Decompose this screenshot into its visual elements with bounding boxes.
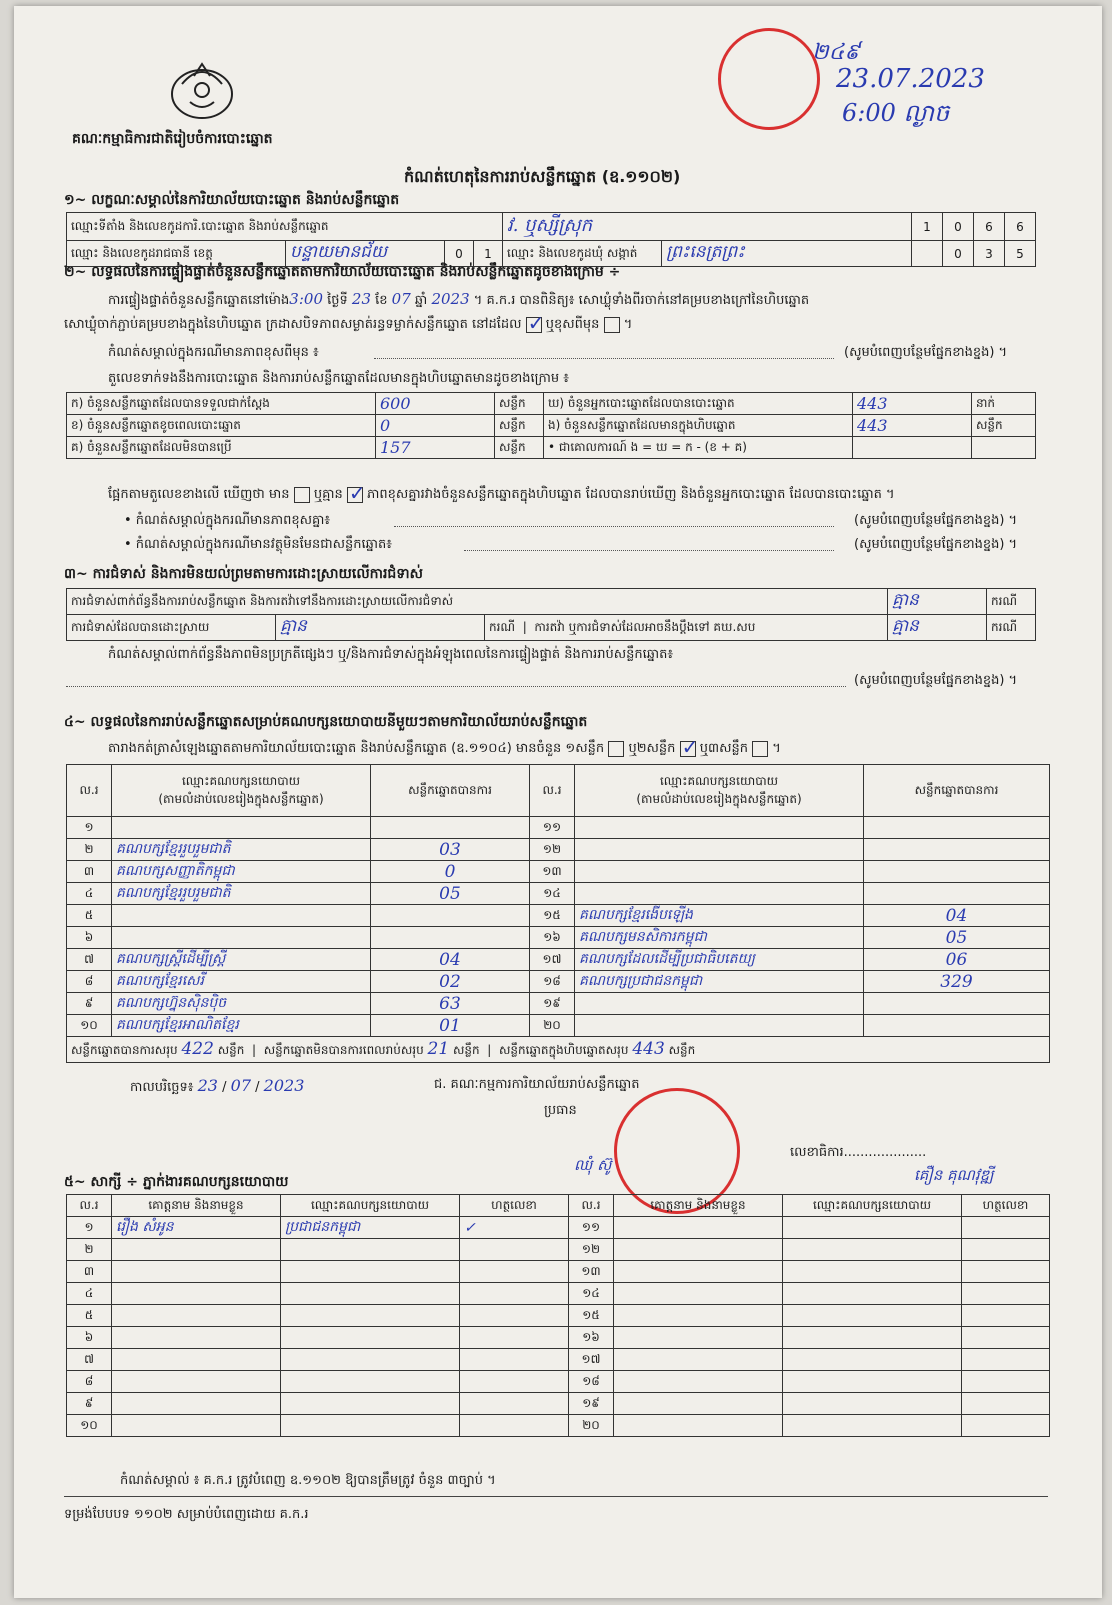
- party-votes: [864, 1015, 1050, 1037]
- row-number: ៤: [67, 883, 112, 905]
- bullet-foreign: • កំណត់សម្គាល់ក្នុងករណីមានវត្ថុមិនមែនជាសន្លឹកឆ្នោត៖: [124, 537, 392, 552]
- code-digit: 0: [943, 213, 974, 241]
- party-votes: 04: [864, 905, 1050, 927]
- witness-name: [112, 1349, 281, 1371]
- section5-heading: ៥~ សាក្សី ÷ ភ្នាក់ងារគណបក្សនយោបាយ: [64, 1174, 289, 1190]
- witness-signature: [962, 1217, 1050, 1239]
- witness-name: [614, 1371, 783, 1393]
- witness-signature: [460, 1283, 569, 1305]
- row-number: ២០: [569, 1415, 614, 1437]
- figure-label: ក) ចំនួនសន្លឹកឆ្នោតដែលបានទទួលជាក់ស្តែង: [67, 393, 376, 415]
- objections-table: [66, 588, 1036, 641]
- party-votes: 06: [864, 949, 1050, 971]
- row-number: ១២: [530, 839, 575, 861]
- table-row: [67, 1283, 1050, 1305]
- objection-value: គ្មាន: [888, 589, 987, 615]
- handwritten-number: ២៤៩: [812, 40, 860, 65]
- has-diff-checkbox[interactable]: [294, 487, 310, 503]
- unit-label: ករណី: [987, 589, 1036, 615]
- party-name: គណបក្សខ្មែរងើបឡើង: [575, 905, 864, 927]
- table-row: [67, 1327, 1050, 1349]
- resolved-label: ការជំទាស់ដែលបានដោះស្រាយ: [67, 615, 276, 641]
- witness-signature: [962, 1349, 1050, 1371]
- nec-emblem-icon: [162, 54, 242, 126]
- row-number: ៣: [67, 1261, 112, 1283]
- code-digit: 1: [474, 241, 503, 267]
- figure-unit: [972, 437, 1036, 459]
- row-number: ១៣: [569, 1261, 614, 1283]
- commune-label: ឈ្មោះ និងលេខកូដឃុំ សង្កាត់: [503, 241, 662, 267]
- party-name: [575, 839, 864, 861]
- figure-row: [67, 437, 1036, 459]
- different-checkbox[interactable]: [604, 317, 620, 333]
- figure-unit: សន្លឹក: [972, 415, 1036, 437]
- col-signature: ហត្ថលេខា: [962, 1195, 1050, 1217]
- row-number: ៣: [67, 861, 112, 883]
- table-row: [67, 1261, 1050, 1283]
- row-number: ៧: [67, 949, 112, 971]
- col-name: គោត្តនាម និងនាមខ្លួន: [112, 1195, 281, 1217]
- section2-heading: ២~ លទ្ធផលនៃការផ្ទៀងផ្ទាត់ចំនួនសន្លឹកឆ្នោតតាមការិយាល័យបោះឆ្នោត និងរាប់សន្លឹកឆ្នោតដូចខាងក្រោម ÷: [64, 264, 621, 280]
- witness-signature: [460, 1305, 569, 1327]
- party-votes: [864, 861, 1050, 883]
- comparison-line: ផ្អែកតាមតួលេខខាងលើ ឃើញថា មាន ឬគ្មាន ✓ ភាពខុសគ្នារវាងចំនួនសន្លឹកឆ្នោតក្នុងហិបឆ្នោត ដែលបានរាប់ឃើញ និងចំនួនអ្នកបោះឆ្នោត ដែលបានបោះឆ្នោត ។: [108, 480, 895, 505]
- location-label: ឈ្មោះទីតាំង និងលេខកូដការិ.បោះឆ្នោត និងរាប់សន្លឹកឆ្នោត: [67, 213, 503, 241]
- col-votes: សន្លឹកឆ្នោតបានការ: [864, 765, 1050, 817]
- row-number: ១: [67, 817, 112, 839]
- row-number: ៤: [67, 1283, 112, 1305]
- party-name: គណបក្សខ្មែរអាណិតខ្មែរ: [112, 1015, 371, 1037]
- party-name: គណបក្សសញ្ញាតិកម្ពុជា: [112, 861, 371, 883]
- witness-party: [281, 1371, 460, 1393]
- witness-signature: [460, 1371, 569, 1393]
- witness-signature: [962, 1261, 1050, 1283]
- figures-table: [66, 392, 1036, 459]
- party-votes: 05: [371, 883, 530, 905]
- figure-label: គ) ចំនួនសន្លឹកឆ្នោតដែលមិនបានប្រើ: [67, 437, 376, 459]
- figure-unit: សន្លឹក: [495, 437, 544, 459]
- row-number: ១១: [569, 1217, 614, 1239]
- dotted-line: [66, 686, 846, 687]
- witness-name: [112, 1327, 281, 1349]
- secretary-label: លេខាធិការ....................: [790, 1145, 927, 1160]
- table-row: [67, 883, 1050, 905]
- figure-value: 0: [376, 415, 495, 437]
- code-digit: 6: [974, 213, 1005, 241]
- party-name: [575, 861, 864, 883]
- row-number: ៩: [67, 1393, 112, 1415]
- table-row: [67, 1393, 1050, 1415]
- party-name: [575, 993, 864, 1015]
- row-number: ១៧: [530, 949, 575, 971]
- witness-name: [112, 1283, 281, 1305]
- witness-name: [614, 1239, 783, 1261]
- table-row: [67, 1415, 1050, 1437]
- witness-party: [281, 1261, 460, 1283]
- party-results-table: [66, 764, 1050, 1063]
- appeal-value: គ្មាន: [888, 615, 987, 641]
- figure-unit: នាក់: [972, 393, 1036, 415]
- row-number: ១៦: [530, 927, 575, 949]
- party-name: [575, 817, 864, 839]
- row-number: ១៥: [530, 905, 575, 927]
- bullet-difference: • កំណត់សម្គាល់ក្នុងករណីមានភាពខុសគ្នា៖: [124, 513, 331, 528]
- party-name: គណបក្សប្រជាជនកម្ពុជា: [575, 971, 864, 993]
- difference-note-label: កំណត់សម្គាល់ក្នុងករណីមានភាពខុសពីមុន ៖: [108, 345, 319, 360]
- code-digit: 6: [1005, 213, 1036, 241]
- secretary-signature: គឿន គុណវុឌ្ឍី: [914, 1166, 994, 1184]
- unit-label: ករណី: [987, 615, 1036, 641]
- table-row: [67, 1015, 1050, 1037]
- fill-hint: (សូមបំពេញបន្ថែមផ្នែកខាងខ្នង) ។: [854, 513, 1018, 528]
- witness-party: [783, 1415, 962, 1437]
- tally-sheet-line: តារាងកត់ត្រាសំឡេងឆ្នោតតាមការិយាល័យបោះឆ្នោត និងរាប់សន្លឹកឆ្នោត (ឧ.១១០៤) មានចំនួន ១សន្លឹក ឬ២សន្លឹក ✓ ឬ៣សន្លឹក ។: [108, 734, 781, 759]
- party-name: គណបក្សហ្វ៊ុនស៊ិនប៉ិច: [112, 993, 371, 1015]
- witness-name: [614, 1415, 783, 1437]
- party-votes: [371, 817, 530, 839]
- party-votes: 03: [371, 839, 530, 861]
- party-name: គណបក្សមនសិការកម្ពុជា: [575, 927, 864, 949]
- witness-party: [783, 1239, 962, 1261]
- table-row: [67, 1371, 1050, 1393]
- party-votes: [371, 927, 530, 949]
- col-party: ឈ្មោះគណបក្សនយោបាយ (តាមលំដាប់លេខរៀងក្នុងសន្លឹកឆ្នោត): [575, 765, 864, 817]
- committee-name: គណៈកម្មាធិការជាតិរៀបចំការបោះឆ្នោត: [72, 131, 273, 147]
- witness-name: [112, 1261, 281, 1283]
- party-votes: [864, 993, 1050, 1015]
- table-row: [67, 993, 1050, 1015]
- row-number: ១៧: [569, 1349, 614, 1371]
- table-row: [67, 1239, 1050, 1261]
- party-votes: 329: [864, 971, 1050, 993]
- col-party: ឈ្មោះគណបក្សនយោបាយ: [783, 1195, 962, 1217]
- figure-value: 443: [853, 393, 972, 415]
- totals-row: សន្លឹកឆ្នោតបានការសរុប 422 សន្លឹក | សន្លឹកឆ្នោតមិនបានការពេលរាប់សរុប 21 សន្លឹក | សន្លឹកឆ្នោតក្នុងហិបឆ្នោតសរុប 443 សន្លឹក: [67, 1037, 1050, 1063]
- row-number: ២០: [530, 1015, 575, 1037]
- one-sheet-checkbox[interactable]: [608, 741, 624, 757]
- section1-table: [66, 212, 1036, 267]
- three-sheets-checkbox[interactable]: [752, 741, 768, 757]
- witness-party: [281, 1239, 460, 1261]
- party-name: [112, 905, 371, 927]
- dotted-line: [394, 526, 834, 527]
- party-votes: 02: [371, 971, 530, 993]
- code-digit: 1: [912, 213, 943, 241]
- dotted-line: [374, 358, 834, 359]
- appeal-label: ករណី | ការតវ៉ា ឬការជំទាស់ដែលអាចនឹងប្តឹងទៅ គឃ.សប: [485, 615, 888, 641]
- figure-value: [853, 437, 972, 459]
- party-name: [112, 927, 371, 949]
- handwritten-date: 23.07.2023: [836, 64, 985, 94]
- witness-name: [112, 1239, 281, 1261]
- witness-party: [281, 1393, 460, 1415]
- row-number: ១២: [569, 1239, 614, 1261]
- party-votes: 04: [371, 949, 530, 971]
- form-note: កំណត់សម្គាល់ ៖ គ.ក.រ ត្រូវបំពេញ ឧ.១១០២ ឱ្យបានត្រឹមត្រូវ ចំនួន ៣ច្បាប់ ។: [120, 1473, 496, 1488]
- table-row: [67, 949, 1050, 971]
- table-row: [67, 971, 1050, 993]
- row-number: ១៤: [569, 1283, 614, 1305]
- party-votes: [864, 839, 1050, 861]
- row-number: ១០: [67, 1015, 112, 1037]
- table-row: [67, 861, 1050, 883]
- row-number: ១៥: [569, 1305, 614, 1327]
- witness-party: [783, 1305, 962, 1327]
- party-name: គណបក្សខ្មែររួបរួមជាតិ: [112, 839, 371, 861]
- witness-name: [112, 1393, 281, 1415]
- figures-intro: តួលេខទាក់ទងនឹងការបោះឆ្នោត និងការរាប់សន្លឹកឆ្នោតដែលមានក្នុងហិបឆ្នោតមានដូចខាងក្រោម ៖: [108, 371, 569, 386]
- code-digit: 3: [974, 241, 1005, 267]
- table-row: [67, 817, 1050, 839]
- figure-value: 443: [853, 415, 972, 437]
- party-name: គណបក្សខ្មែររួបរួមជាតិ: [112, 883, 371, 905]
- table-row: [67, 927, 1050, 949]
- resolved-value: គ្មាន: [276, 615, 485, 641]
- witness-signature: [962, 1305, 1050, 1327]
- row-number: ១៤: [530, 883, 575, 905]
- row-number: ១១: [530, 817, 575, 839]
- witness-signature: [460, 1349, 569, 1371]
- party-name: គណបក្សដែលដើម្បីប្រជាធិបតេយ្យ: [575, 949, 864, 971]
- col-votes: សន្លឹកឆ្នោតបានការ: [371, 765, 530, 817]
- row-number: ៥: [67, 905, 112, 927]
- row-number: ៨: [67, 971, 112, 993]
- witness-name: រឿង សំអូន: [112, 1217, 281, 1239]
- table-row: [67, 1349, 1050, 1371]
- row-number: ១៦: [569, 1327, 614, 1349]
- row-number: ២: [67, 839, 112, 861]
- party-votes: [864, 883, 1050, 905]
- party-name: [575, 1015, 864, 1037]
- col-no: ល.រ: [67, 765, 112, 817]
- witness-signature: [962, 1327, 1050, 1349]
- col-no: ល.រ: [67, 1195, 112, 1217]
- figure-row: [67, 393, 1036, 415]
- witness-party: ប្រជាជនកម្ពុជា: [281, 1217, 460, 1239]
- witness-party: [783, 1217, 962, 1239]
- witness-signature: [460, 1393, 569, 1415]
- col-name: គោត្តនាម និងនាមខ្លួន: [614, 1195, 783, 1217]
- witness-signature: [460, 1415, 569, 1437]
- figure-value: 600: [376, 393, 495, 415]
- verification-line: ការផ្ទៀងផ្ទាត់ចំនួនសន្លឹកឆ្នោតនៅម៉ោង3:00 ថ្ងៃទី 23 ខែ 07 ឆ្នាំ 2023 ។ គ.ក.រ បានពិនិត្យ៖ សោឃ្លុំទាំងពីរចាក់នៅគម្របខាងក្រៅនៃហិបឆ្នោត: [108, 290, 810, 308]
- same-checkbox[interactable]: ✓: [527, 310, 545, 335]
- col-party: ឈ្មោះគណបក្សនយោបាយ (តាមលំដាប់លេខរៀងក្នុងសន្លឹកឆ្នោត): [112, 765, 371, 817]
- witness-signature: [460, 1261, 569, 1283]
- witness-name: [614, 1261, 783, 1283]
- witness-signature: [460, 1327, 569, 1349]
- witness-name: [614, 1283, 783, 1305]
- table-row: [67, 1217, 1050, 1239]
- witness-party: [783, 1349, 962, 1371]
- official-stamp-top: [718, 28, 820, 130]
- divider: [64, 1496, 1048, 1497]
- objection-label: ការជំទាស់ពាក់ព័ន្ធនឹងការរាប់សន្លឹកឆ្នោត និងការតវ៉ាទៅនឹងការដោះស្រាយលើការជំទាស់: [67, 589, 888, 615]
- col-signature: ហត្ថលេខា: [460, 1195, 569, 1217]
- row-number: ៨: [67, 1371, 112, 1393]
- code-digit: 0: [445, 241, 474, 267]
- province-value: បន្ទាយមានជ័យ: [286, 241, 445, 267]
- witness-name: [614, 1217, 783, 1239]
- irregularity-note: កំណត់សម្គាល់ពាក់ព័ន្ធនឹងភាពមិនប្រក្រតីផ្សេងៗ ឬ/និងការជំទាស់ក្នុងអំឡុងពេលនៃការផ្ទៀងផ្ទាត់ និងការរាប់សន្លឹកឆ្នោត៖: [108, 647, 674, 662]
- row-number: ១៩: [530, 993, 575, 1015]
- handwritten-time: 6:00 ល្ងាច: [842, 99, 950, 127]
- chair-signature: ឈុំ ស៊ូ: [574, 1156, 612, 1174]
- row-number: ៩: [67, 993, 112, 1015]
- fill-hint: (សូមបំពេញបន្ថែមផ្នែកខាងខ្នង) ។: [854, 537, 1018, 552]
- witness-name: [112, 1305, 281, 1327]
- witness-party: [783, 1393, 962, 1415]
- witness-party: [281, 1305, 460, 1327]
- party-votes: 05: [864, 927, 1050, 949]
- row-number: ១៣: [530, 861, 575, 883]
- ballot-counting-report: [14, 6, 1102, 1598]
- figure-label: ង) ចំនួនសន្លឹកឆ្នោតដែលមានក្នុងហិបឆ្នោត: [544, 415, 853, 437]
- party-votes: [371, 905, 530, 927]
- date-line: កាលបរិច្ឆេទ៖ 23 / 07 / 2023: [130, 1076, 305, 1095]
- committee-sign-label: ជ. គណៈកម្មការការិយាល័យរាប់សន្លឹកឆ្នោត: [434, 1077, 640, 1092]
- witness-party: [281, 1327, 460, 1349]
- commune-value: ព្រះនេត្រព្រះ: [662, 241, 912, 267]
- two-sheets-checkbox[interactable]: ✓: [681, 734, 699, 759]
- witness-name: [614, 1349, 783, 1371]
- witness-signature: [962, 1371, 1050, 1393]
- row-number: ៥: [67, 1305, 112, 1327]
- fill-hint: (សូមបំពេញបន្ថែមផ្នែកខាងខ្នង) ។: [844, 345, 1008, 360]
- witness-name: [112, 1371, 281, 1393]
- col-no: ល.រ: [569, 1195, 614, 1217]
- witness-party: [783, 1327, 962, 1349]
- party-votes: 01: [371, 1015, 530, 1037]
- witness-name: [614, 1393, 783, 1415]
- witness-signature: [962, 1239, 1050, 1261]
- table-row: [67, 839, 1050, 861]
- province-label: ឈ្មោះ និងលេខកូដរាជធានី ខេត្ត: [67, 241, 286, 267]
- seal-line: សោឃ្លុំចាក់ភ្ជាប់គម្របខាងក្នុងនៃហិបឆ្នោត ក្រដាសបិទភាពសម្ងាត់រន្ធទម្លាក់សន្លឹកឆ្នោត នៅដដែល ✓ ឬខុសពីមុន ។: [64, 310, 633, 335]
- figure-label: ឃ) ចំនួនអ្នកបោះឆ្នោតដែលបានបោះឆ្នោត: [544, 393, 853, 415]
- figure-label: ខ) ចំនួនសន្លឹកឆ្នោតខូចពេលបោះឆ្នោត: [67, 415, 376, 437]
- party-name: គណបក្សខ្មែរសេរី: [112, 971, 371, 993]
- row-number: ៦: [67, 1327, 112, 1349]
- witness-signature: [962, 1283, 1050, 1305]
- section4-heading: ៤~ លទ្ធផលនៃការរាប់សន្លឹកឆ្នោតសម្រាប់គណបក្សនយោបាយនីមួយៗតាមការិយាល័យរាប់សន្លឹកឆ្នោត: [64, 714, 588, 730]
- figure-unit: សន្លឹក: [495, 415, 544, 437]
- code-digit: 5: [1005, 241, 1036, 267]
- no-diff-checkbox[interactable]: ✓: [348, 480, 366, 505]
- party-votes: [864, 817, 1050, 839]
- row-number: ១៩: [569, 1393, 614, 1415]
- party-votes: 63: [371, 993, 530, 1015]
- row-number: ១៨: [569, 1371, 614, 1393]
- witness-party: [281, 1415, 460, 1437]
- figure-unit: សន្លឹក: [495, 393, 544, 415]
- witness-party: [783, 1261, 962, 1283]
- section3-heading: ៣~ ការជំទាស់ និងការមិនយល់ព្រមតាមការដោះស្រាយលើការជំទាស់: [64, 566, 423, 582]
- party-name: [112, 817, 371, 839]
- witness-signature: [460, 1239, 569, 1261]
- row-number: ១០: [67, 1415, 112, 1437]
- table-row: [67, 1305, 1050, 1327]
- row-number: ៧: [67, 1349, 112, 1371]
- form-title: កំណត់ហេតុនៃការរាប់សន្លឹកឆ្នោត (ឧ.១១០២): [404, 167, 681, 186]
- table-row: [67, 905, 1050, 927]
- witness-name: [112, 1415, 281, 1437]
- row-number: ៦: [67, 927, 112, 949]
- witness-signature: [962, 1415, 1050, 1437]
- witness-party: [783, 1283, 962, 1305]
- form-footer: ទម្រង់បែបបទ ១១០២ សម្រាប់បំពេញដោយ គ.ក.រ: [64, 1507, 309, 1522]
- location-value: វ. ឬស្សីស្រុក: [503, 213, 912, 241]
- row-number: ១៨: [530, 971, 575, 993]
- witness-name: [614, 1305, 783, 1327]
- row-number: ២: [67, 1239, 112, 1261]
- party-votes: 0: [371, 861, 530, 883]
- dotted-line: [464, 550, 834, 551]
- party-name: [575, 883, 864, 905]
- col-no: ល.រ: [530, 765, 575, 817]
- figure-row: [67, 415, 1036, 437]
- chair-label: ប្រធាន: [544, 1103, 577, 1118]
- col-party: ឈ្មោះគណបក្សនយោបាយ: [281, 1195, 460, 1217]
- code-digit: 0: [943, 241, 974, 267]
- witness-party: [281, 1283, 460, 1305]
- section1-heading: ១~ លក្ខណៈសម្គាល់នៃការិយាល័យបោះឆ្នោត និងរាប់សន្លឹកឆ្នោត: [64, 192, 400, 208]
- witness-signature: [962, 1393, 1050, 1415]
- figure-label: • ជាគោលការណ៍ ង = ឃ = ក - (ខ + គ): [544, 437, 853, 459]
- row-number: ១: [67, 1217, 112, 1239]
- witness-name: [614, 1327, 783, 1349]
- witness-party: [281, 1349, 460, 1371]
- figure-value: 157: [376, 437, 495, 459]
- witness-party: [783, 1371, 962, 1393]
- witness-signature: ✓: [460, 1217, 569, 1239]
- witness-table: [66, 1194, 1050, 1437]
- party-name: គណបក្សស្ត្រីដើម្បីស្ត្រី: [112, 949, 371, 971]
- fill-hint: (សូមបំពេញបន្ថែមផ្នែកខាងខ្នង) ។: [854, 673, 1018, 688]
